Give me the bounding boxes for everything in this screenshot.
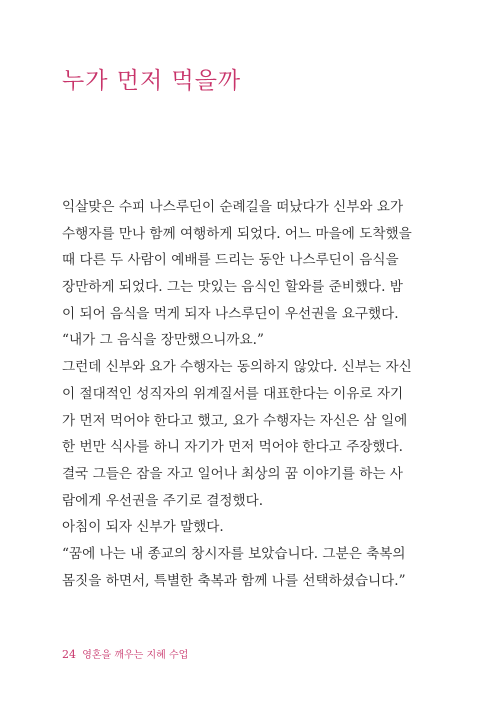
paragraph-line: 그런데 신부와 요가 수행자는 동의하지 않았다. 신부는 자신 bbox=[62, 359, 412, 376]
running-book-title: 영혼을 깨우는 지혜 수업 bbox=[82, 650, 189, 661]
chapter-title: 누가 먼저 먹을까 bbox=[62, 68, 242, 94]
paragraph-line: 결국 그들은 잠을 자고 일어나 최상의 꿈 이야기를 하는 사 bbox=[62, 465, 403, 482]
dialogue-line: “내가 그 음식을 장만했으니까요.” bbox=[62, 332, 264, 349]
page-number: 24 bbox=[62, 648, 76, 661]
paragraph-line: 수행자를 만나 함께 여행하게 되었다. 어느 마을에 도착했을 bbox=[62, 225, 412, 242]
paragraph-line: 람에게 우선권을 주기로 결정했다. bbox=[62, 492, 264, 509]
paragraph-line: 가 먼저 먹어야 한다고 했고, 요가 수행자는 자신은 삼 일에 bbox=[62, 412, 408, 429]
paragraph-line: 이 절대적인 성직자의 위계질서를 대표한다는 이유로 자기 bbox=[62, 385, 404, 402]
paragraph-line: 아침이 되자 신부가 말했다. bbox=[62, 519, 224, 536]
paragraph-line: 익살맞은 수피 나스루딘이 순례길을 떠났다가 신부와 요가 bbox=[62, 199, 404, 215]
paragraph-line: 한 번만 식사를 하니 자기가 먼저 먹어야 한다고 주장했다. bbox=[62, 439, 403, 456]
dialogue-line: “꿈에 나는 내 종교의 창시자를 보았습니다. 그분은 축복의 bbox=[62, 545, 406, 562]
body-text bbox=[62, 194, 442, 594]
page-footer bbox=[62, 646, 188, 661]
dialogue-line: 몸짓을 하면서, 특별한 축복과 함께 나를 선택하셨습니다.” bbox=[62, 572, 406, 589]
paragraph-line: 이 되어 음식을 먹게 되자 나스루딘이 우선권을 요구했다. bbox=[62, 305, 399, 322]
paragraph-line: 장만하게 되었다. 그는 맛있는 음식인 할와를 준비했다. 밤 bbox=[62, 279, 403, 296]
paragraph-line: 때 다른 두 사람이 예배를 드리는 동안 나스루딘이 음식을 bbox=[62, 252, 399, 269]
